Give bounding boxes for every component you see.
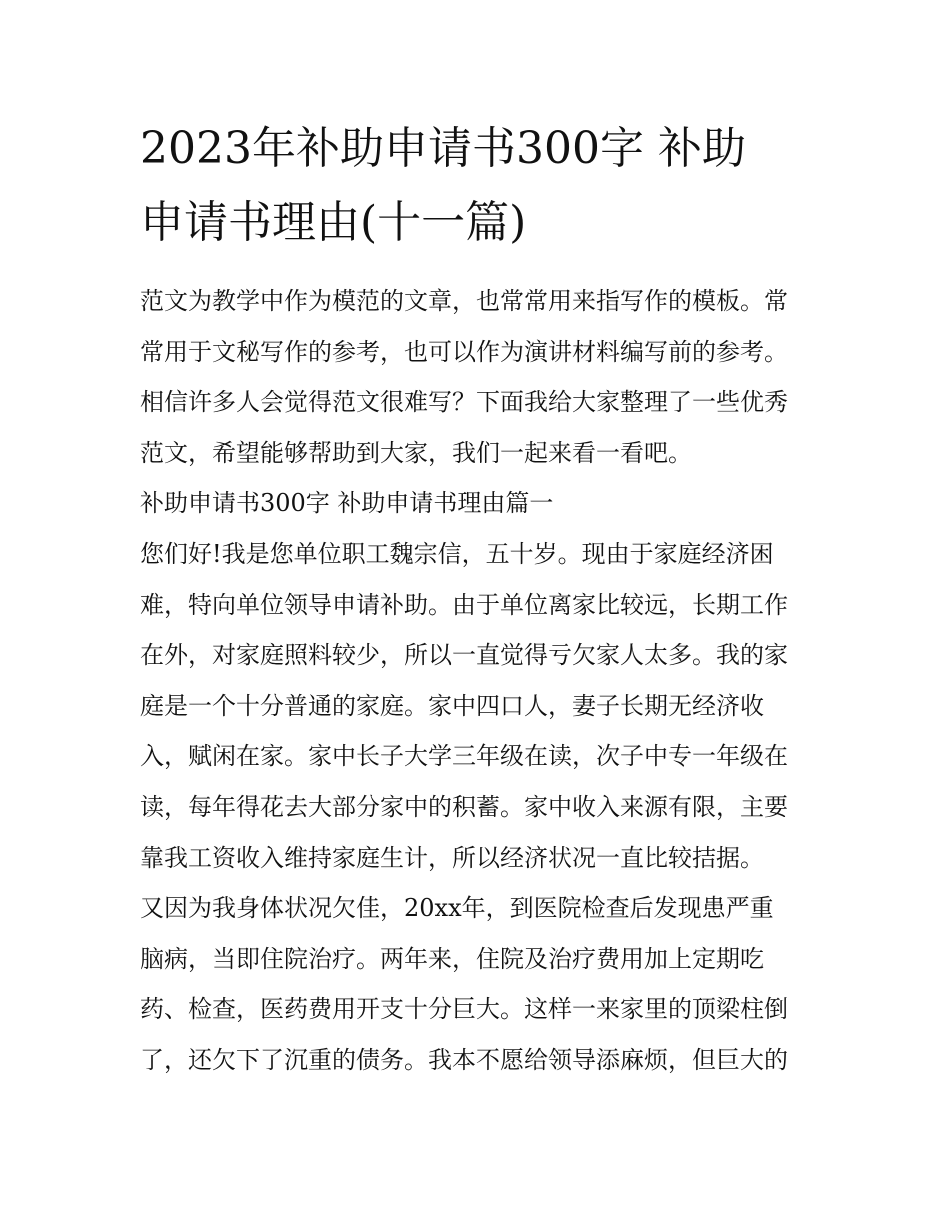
- body-line: 庭是一个十分普通的家庭。家中四口人，妻子长期无经济收: [140, 691, 764, 720]
- body-line: 入，赋闲在家。家中长子大学三年级在读，次子中专一年级在: [140, 742, 788, 771]
- body-line: 您们好!我是您单位职工魏宗信，五十岁。现由于家庭经济困: [140, 539, 774, 568]
- section-heading: 补助申请书300字 补助申请书理由篇一: [140, 489, 554, 518]
- body-line: 又因为我身体状况欠佳，20xx年，到医院检查后发现患严重: [140, 894, 774, 923]
- body-line: 药、检查，医药费用开支十分巨大。这样一来家里的顶梁柱倒: [140, 995, 788, 1024]
- body-line: 了，还欠下了沉重的债务。我本不愿给领导添麻烦，但巨大的: [140, 1045, 788, 1074]
- body-line: 相信许多人会觉得范文很难写？下面我给大家整理了一些优秀: [140, 388, 788, 417]
- body-line: 常用于文秘写作的参考，也可以作为演讲材料编写前的参考。: [140, 337, 788, 366]
- title-line-2: 申请书理由(十一篇): [140, 197, 527, 248]
- body-line: 范文，希望能够帮助到大家，我们一起来看一看吧。: [140, 438, 692, 467]
- body-line: 在外，对家庭照料较少，所以一直觉得亏欠家人太多。我的家: [140, 641, 788, 670]
- body-line: 靠我工资收入维持家庭生计，所以经济状况一直比较拮据。: [140, 843, 764, 872]
- document-title: [140, 112, 830, 260]
- title-line-1: 2023年补助申请书300字 补助: [140, 123, 746, 174]
- document-body: [140, 276, 830, 1086]
- body-line: 脑病，当即住院治疗。两年来，住院及治疗费用加上定期吃: [140, 944, 764, 973]
- body-line: 难，特向单位领导申请补助。由于单位离家比较远，长期工作: [140, 590, 788, 619]
- body-line: 范文为教学中作为模范的文章，也常常用来指写作的模板。常: [140, 287, 788, 315]
- body-line: 读，每年得花去大部分家中的积蓄。家中收入来源有限，主要: [140, 792, 788, 821]
